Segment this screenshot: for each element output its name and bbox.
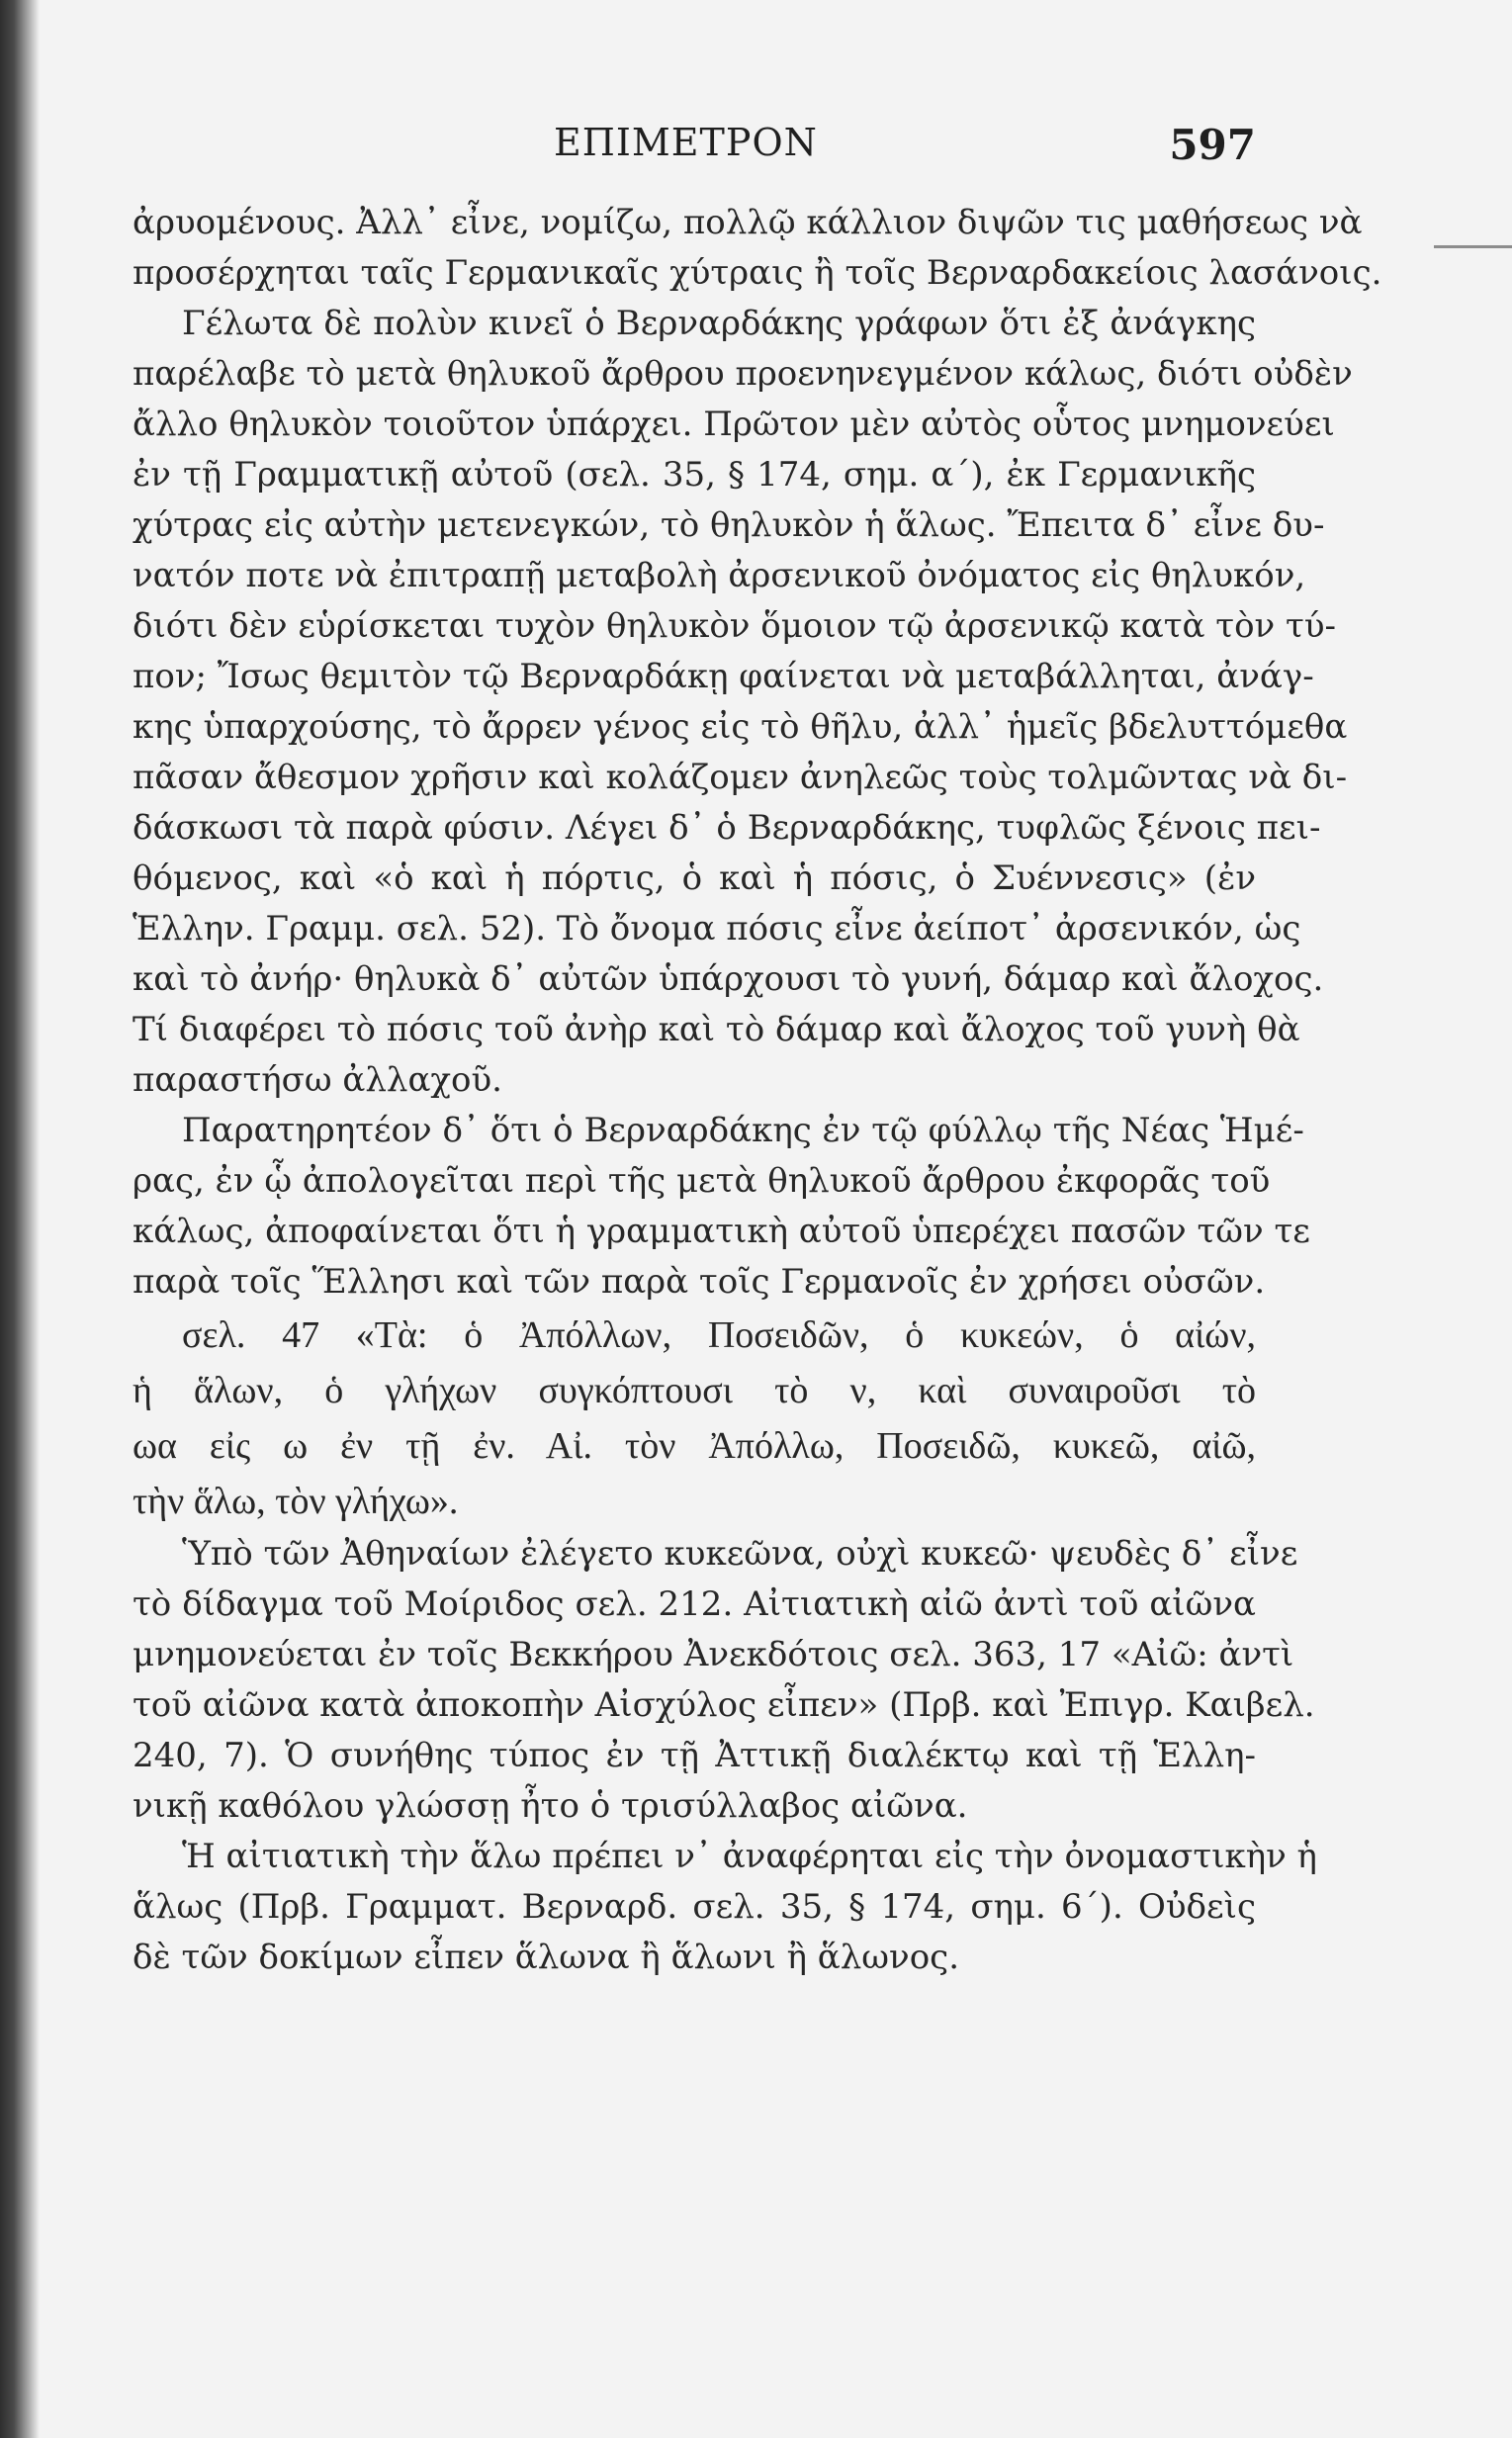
- text-line: μνημονεύεται ἐν τοῖς Βεκκήρου Ἀνεκδότοις σελ. 363, 17 «Αἰῶ: ἀντὶ: [133, 1635, 1294, 1674]
- text-line: τοῦ αἰῶνα κατὰ ἀποκοπὴν Αἰσχύλος εἶπεν» (Πρβ. καὶ Ἐπιγρ. Καιβελ.: [133, 1685, 1315, 1725]
- text-line: κης ὑπαρχούσης, τὸ ἄρρεν γένος εἰς τὸ θῆλυ, ἀλλ᾽ ἡμεῖς βδελυττόμεθα: [133, 707, 1348, 747]
- text-line: τὸ δίδαγμα τοῦ Μοίριδος σελ. 212. Αἰτιατικὴ αἰῶ ἀντὶ τοῦ αἰῶνα: [133, 1584, 1256, 1624]
- running-title: ΕΠΙΜΕΤΡΟΝ: [554, 121, 818, 164]
- text-line: πον; Ἴσως θεμιτὸν τῷ Βερναρδάκῃ φαίνεται νὰ μεταβάλληται, ἀνάγ-: [133, 657, 1314, 696]
- text-line: δάσκωσι τὰ παρὰ φύσιν. Λέγει δ᾽ ὁ Βερναρδάκης, τυφλῶς ξένοις πει-: [133, 808, 1321, 848]
- text-line: παραστήσω ἀλλαχοῦ.: [133, 1060, 502, 1100]
- text-line: Ἡ αἰτιατικὴ τὴν ἅλω πρέπει ν᾽ ἀναφέρηται εἰς τὴν ὀνομαστικὴν ἡ: [182, 1837, 1317, 1876]
- text-line: Ἑλλην. Γραμμ. σελ. 52). Τὸ ὄνομα πόσις εἶνε ἀείποτ᾽ ἀρσενικόν, ὡς: [133, 909, 1301, 948]
- text-line: Παρατηρητέον δ᾽ ὅτι ὁ Βερναρδάκης ἐν τῷ φύλλῳ τῆς Νέας Ἡμέ-: [182, 1111, 1304, 1150]
- text-line: ωα εἰς ω ἐν τῇ ἐν. Αἰ. τὸν Ἀπόλλω, Ποσειδῶ, κυκεῶ, αἰῶ,: [133, 1425, 1256, 1467]
- text-line: κάλως, ἀποφαίνεται ὅτι ἡ γραμματικὴ αὐτοῦ ὑπερέχει πασῶν τῶν τε: [133, 1212, 1310, 1251]
- text-line: Τί διαφέρει τὸ πόσις τοῦ ἀνὴρ καὶ τὸ δάμαρ καὶ ἄλοχος τοῦ γυνὴ θὰ: [133, 1010, 1300, 1049]
- page-edge-shadow: [0, 0, 40, 2438]
- text-line: Γέλωτα δὲ πολὺν κινεῖ ὁ Βερναρδάκης γράφων ὅτι ἐξ ἀνάγκης: [182, 304, 1256, 343]
- text-line: νατόν ποτε νὰ ἐπιτραπῇ μεταβολὴ ἀρσενικοῦ ὀνόματος εἰς θηλυκόν,: [133, 556, 1306, 595]
- text-line: παρέλαβε τὸ μετὰ θηλυκοῦ ἄρθρου προενηνεγμένον κάλως, διότι οὐδὲν: [133, 354, 1353, 394]
- text-line: νικῇ καθόλου γλώσσῃ ἦτο ὁ τρισύλλαβος αἰῶνα.: [133, 1786, 968, 1826]
- text-line: διότι δὲν εὑρίσκεται τυχὸν θηλυκὸν ὅμοιον τῷ ἀρσενικῷ κατὰ τὸν τύ-: [133, 606, 1336, 646]
- text-line: 240, 7). Ὁ συνήθης τύπος ἐν τῇ Ἀττικῇ διαλέκτῳ καὶ τῇ Ἑλλη-: [133, 1736, 1256, 1775]
- text-line: ἄλλο θηλυκὸν τοιοῦτον ὑπάρχει. Πρῶτον μὲν αὐτὸς οὗτος μνημονεύει: [133, 405, 1335, 444]
- text-line: πᾶσαν ἄθεσμον χρῆσιν καὶ κολάζομεν ἀνηλεῶς τοὺς τολμῶντας νὰ δι-: [133, 758, 1348, 797]
- text-line: ἀρυομένους. Ἀλλ᾽ εἶνε, νομίζω, πολλῷ κάλλιον διψῶν τις μαθήσεως νὰ: [133, 203, 1363, 242]
- body-text: [133, 198, 1382, 1983]
- text-line: καὶ τὸ ἀνήρ· θηλυκὰ δ᾽ αὐτῶν ὑπάρχουσι τὸ γυνή, δάμαρ καὶ ἄλοχος.: [133, 959, 1324, 999]
- text-line: ρας, ἐν ᾧ ἀπολογεῖται περὶ τῆς μετὰ θηλυκοῦ ἄρθρου ἐκφορᾶς τοῦ: [133, 1161, 1271, 1201]
- text-line: Ὑπὸ τῶν Ἀθηναίων ἐλέγετο κυκεῶνα, οὐχὶ κυκεῶ· ψευδὲς δ᾽ εἶνε: [182, 1534, 1298, 1574]
- text-line: θόμενος, καὶ «ὁ καὶ ἡ πόρτις, ὁ καὶ ἡ πόσις, ὁ Συέννεσις» (ἐν: [133, 858, 1256, 898]
- running-head: [0, 121, 1512, 180]
- text-line: ἡ ἅλων, ὁ γλήχων συγκόπτουσι τὸ ν, καὶ συναιροῦσι τὸ: [133, 1370, 1256, 1411]
- text-line: παρὰ τοῖς Ἕλλησι καὶ τῶν παρὰ τοῖς Γερμανοῖς ἐν χρήσει οὐσῶν.: [133, 1262, 1266, 1302]
- text-line: χύτρας εἰς αὐτὴν μετενεγκών, τὸ θηλυκὸν ἡ ἅλως. Ἔπειτα δ᾽ εἶνε δυ-: [133, 505, 1325, 545]
- text-line: σελ. 47 «Τὰ: ὁ Ἀπόλλων, Ποσειδῶν, ὁ κυκεών, ὁ αἰών,: [182, 1314, 1256, 1356]
- text-line: ἐν τῇ Γραμματικῇ αὐτοῦ (σελ. 35, § 174, σημ. α΄), ἐκ Γερμανικῆς: [133, 455, 1256, 495]
- text-line: ἅλως (Πρβ. Γραμματ. Βερναρδ. σελ. 35, § 174, σημ. 6΄). Οὐδεὶς: [133, 1887, 1256, 1927]
- margin-rule: [1434, 245, 1512, 248]
- text-line: τὴν ἅλω, τὸν γλήχω».: [133, 1481, 459, 1522]
- text-line: δὲ τῶν δοκίμων εἶπεν ἅλωνα ἢ ἅλωνι ἢ ἅλωνος.: [133, 1938, 960, 1977]
- page-number: 597: [1169, 121, 1256, 169]
- text-line: προσέρχηται ταῖς Γερμανικαῖς χύτραις ἢ τοῖς Βερναρδακείοις λασάνοις.: [133, 253, 1382, 293]
